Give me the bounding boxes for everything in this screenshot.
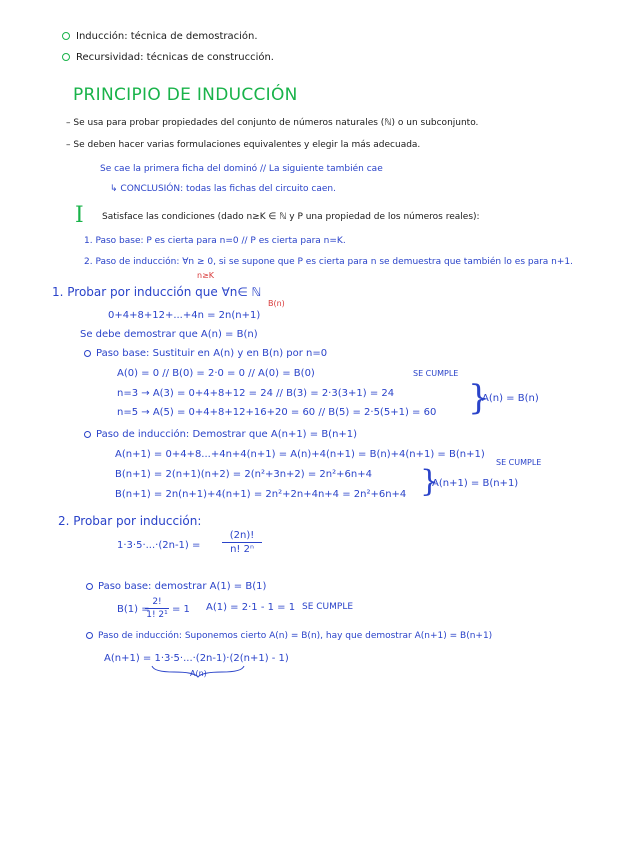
- ex1-formula: 0+4+8+12+...+4n = 2n(n+1): [108, 310, 261, 321]
- ex2-base-header-text: Paso base: demostrar A(1) = B(1): [98, 581, 267, 592]
- ex2-a1: A(1) = 2·1 - 1 = 1: [206, 602, 296, 613]
- bullet-icon: [86, 583, 93, 590]
- intro-item-text: Inducción: técnica de demostración.: [76, 31, 258, 42]
- bullet-icon: [62, 53, 70, 61]
- ex1-ind-header-text: Paso de inducción: Demostrar que A(n+1) = B(n+1): [96, 429, 358, 440]
- note-item: – Se deben hacer varias formulaciones equivalentes y elegir la más adecuada.: [66, 140, 421, 150]
- ex1-base-line3: n=5 → A(5) = 0+4+8+12+16+20 = 60 // B(5) = 2·5(5+1) = 60: [117, 407, 437, 418]
- fraction-bar: [145, 608, 169, 609]
- ex1-base-result: A(n) = B(n): [482, 393, 539, 404]
- note-item: – Se usa para probar propiedades del conjunto de números naturales (ℕ) o un subconjunto.: [66, 118, 479, 128]
- ex1-ind-line2: B(n+1) = 2(n+1)(n+2) = 2(n²+3n+2) = 2n²+6n+4: [115, 469, 372, 480]
- ex1-base-line2: n=3 → A(3) = 0+4+8+12 = 24 // B(3) = 2·3(3+1) = 24: [117, 388, 395, 399]
- conclusion-text: : todas las fichas del circuito caen.: [180, 184, 336, 194]
- bullet-icon: [86, 632, 93, 639]
- ex1-ind-line1: A(n+1) = 0+4+8...+4n+4(n+1) = A(n)+4(n+1) = B(n)+4(n+1) = B(n+1): [115, 449, 485, 460]
- intro-item-text: Recursividad: técnicas de construcción.: [76, 52, 274, 63]
- ex2-b1-rhs: = 1: [172, 604, 190, 615]
- ex1-base-header: [84, 348, 327, 359]
- note-text: Se deben hacer varias formulaciones equivalentes y elegir la más adecuada.: [73, 140, 421, 150]
- principle-roman: I: [75, 203, 84, 228]
- ex2-b1-den: 1! 2¹: [146, 610, 168, 620]
- ex1-ind-result: A(n+1) = B(n+1): [432, 478, 519, 489]
- bullet-icon: [62, 32, 70, 40]
- ex2-ind-header: [86, 632, 492, 642]
- ex2-header: 2. Probar por inducción:: [58, 514, 202, 528]
- intro-item-induccion: [62, 31, 258, 42]
- ex1-ind-line3: B(n+1) = 2n(n+1)+4(n+1) = 2n²+2n+4n+4 = 2n²+6n+4: [115, 489, 407, 500]
- ex1-base-line1: A(0) = 0 // B(0) = 2·0 = 0 // A(0) = B(0): [117, 368, 315, 379]
- ex2-frac-num: (2n)!: [229, 530, 255, 541]
- ex2-se-cumple: SE CUMPLE: [302, 602, 354, 612]
- ex2-b1-num: 2!: [152, 597, 162, 607]
- ex2-b1-lhs: B(1) =: [117, 604, 150, 615]
- ex2-lhs: 1·3·5·...·(2n-1) =: [117, 540, 201, 551]
- ex1-se-cumple: SE CUMPLE: [413, 369, 459, 378]
- ex1-header: 1. Probar por inducción que ∀n∈ ℕ: [52, 285, 262, 299]
- principle-statement: Satisface las condiciones (dado n≥K ∈ ℕ y P una propiedad de los números reales):: [102, 212, 480, 222]
- page-title: PRINCIPIO DE INDUCCIÓN: [73, 85, 298, 105]
- fraction-bar: [222, 542, 262, 543]
- conclusion-label: CONCLUSIÓN: [120, 184, 181, 194]
- brace-icon: }: [468, 378, 490, 418]
- ex1-ind-header: [84, 429, 357, 440]
- ex2-fraction: [222, 530, 262, 555]
- ex1-base-header-text: Paso base: Sustituir en A(n) y en B(n) por n=0: [96, 348, 328, 359]
- ex1-bn-annotation: B(n): [268, 299, 285, 308]
- principle-induction-step: 2. Paso de inducción: ∀n ≥ 0, si se supone que P es cierta para n se demuestra que también lo es para n+1.: [84, 257, 574, 267]
- note-text: Se usa para probar propiedades del conjunto de números naturales (ℕ) o un subconjunto.: [73, 118, 479, 128]
- ex1-se-cumple-2: SE CUMPLE: [496, 458, 542, 467]
- brace-icon: }: [420, 464, 440, 499]
- bullet-icon: [84, 431, 91, 438]
- intro-item-recursividad: [62, 52, 274, 63]
- ex2-ind-line1: A(n+1) = 1·3·5·...·(2n-1)·(2(n+1) - 1): [104, 653, 289, 664]
- ex2-b1-fraction: [145, 597, 169, 620]
- principle-base-step: 1. Paso base: P es cierta para n=0 // P es cierta para n=K.: [84, 236, 346, 246]
- ex1-demo-statement: Se debe demostrar que A(n) = B(n): [80, 329, 258, 340]
- domino-note: Se cae la primera ficha del dominó // La siguiente también cae: [100, 164, 383, 174]
- ex2-an-label: A(n): [190, 669, 207, 678]
- conclusion-note: ↳ CONCLUSIÓN: todas las fichas del circuito caen.: [110, 184, 336, 194]
- nk-annotation: n≥K: [197, 271, 215, 280]
- ex2-ind-header-text: Paso de inducción: Suponemos cierto A(n) = B(n), hay que demostrar A(n+1) = B(n+1): [98, 631, 493, 641]
- ex2-frac-den: n! 2ⁿ: [230, 544, 254, 555]
- ex2-base-header: [86, 581, 266, 592]
- bullet-icon: [84, 350, 91, 357]
